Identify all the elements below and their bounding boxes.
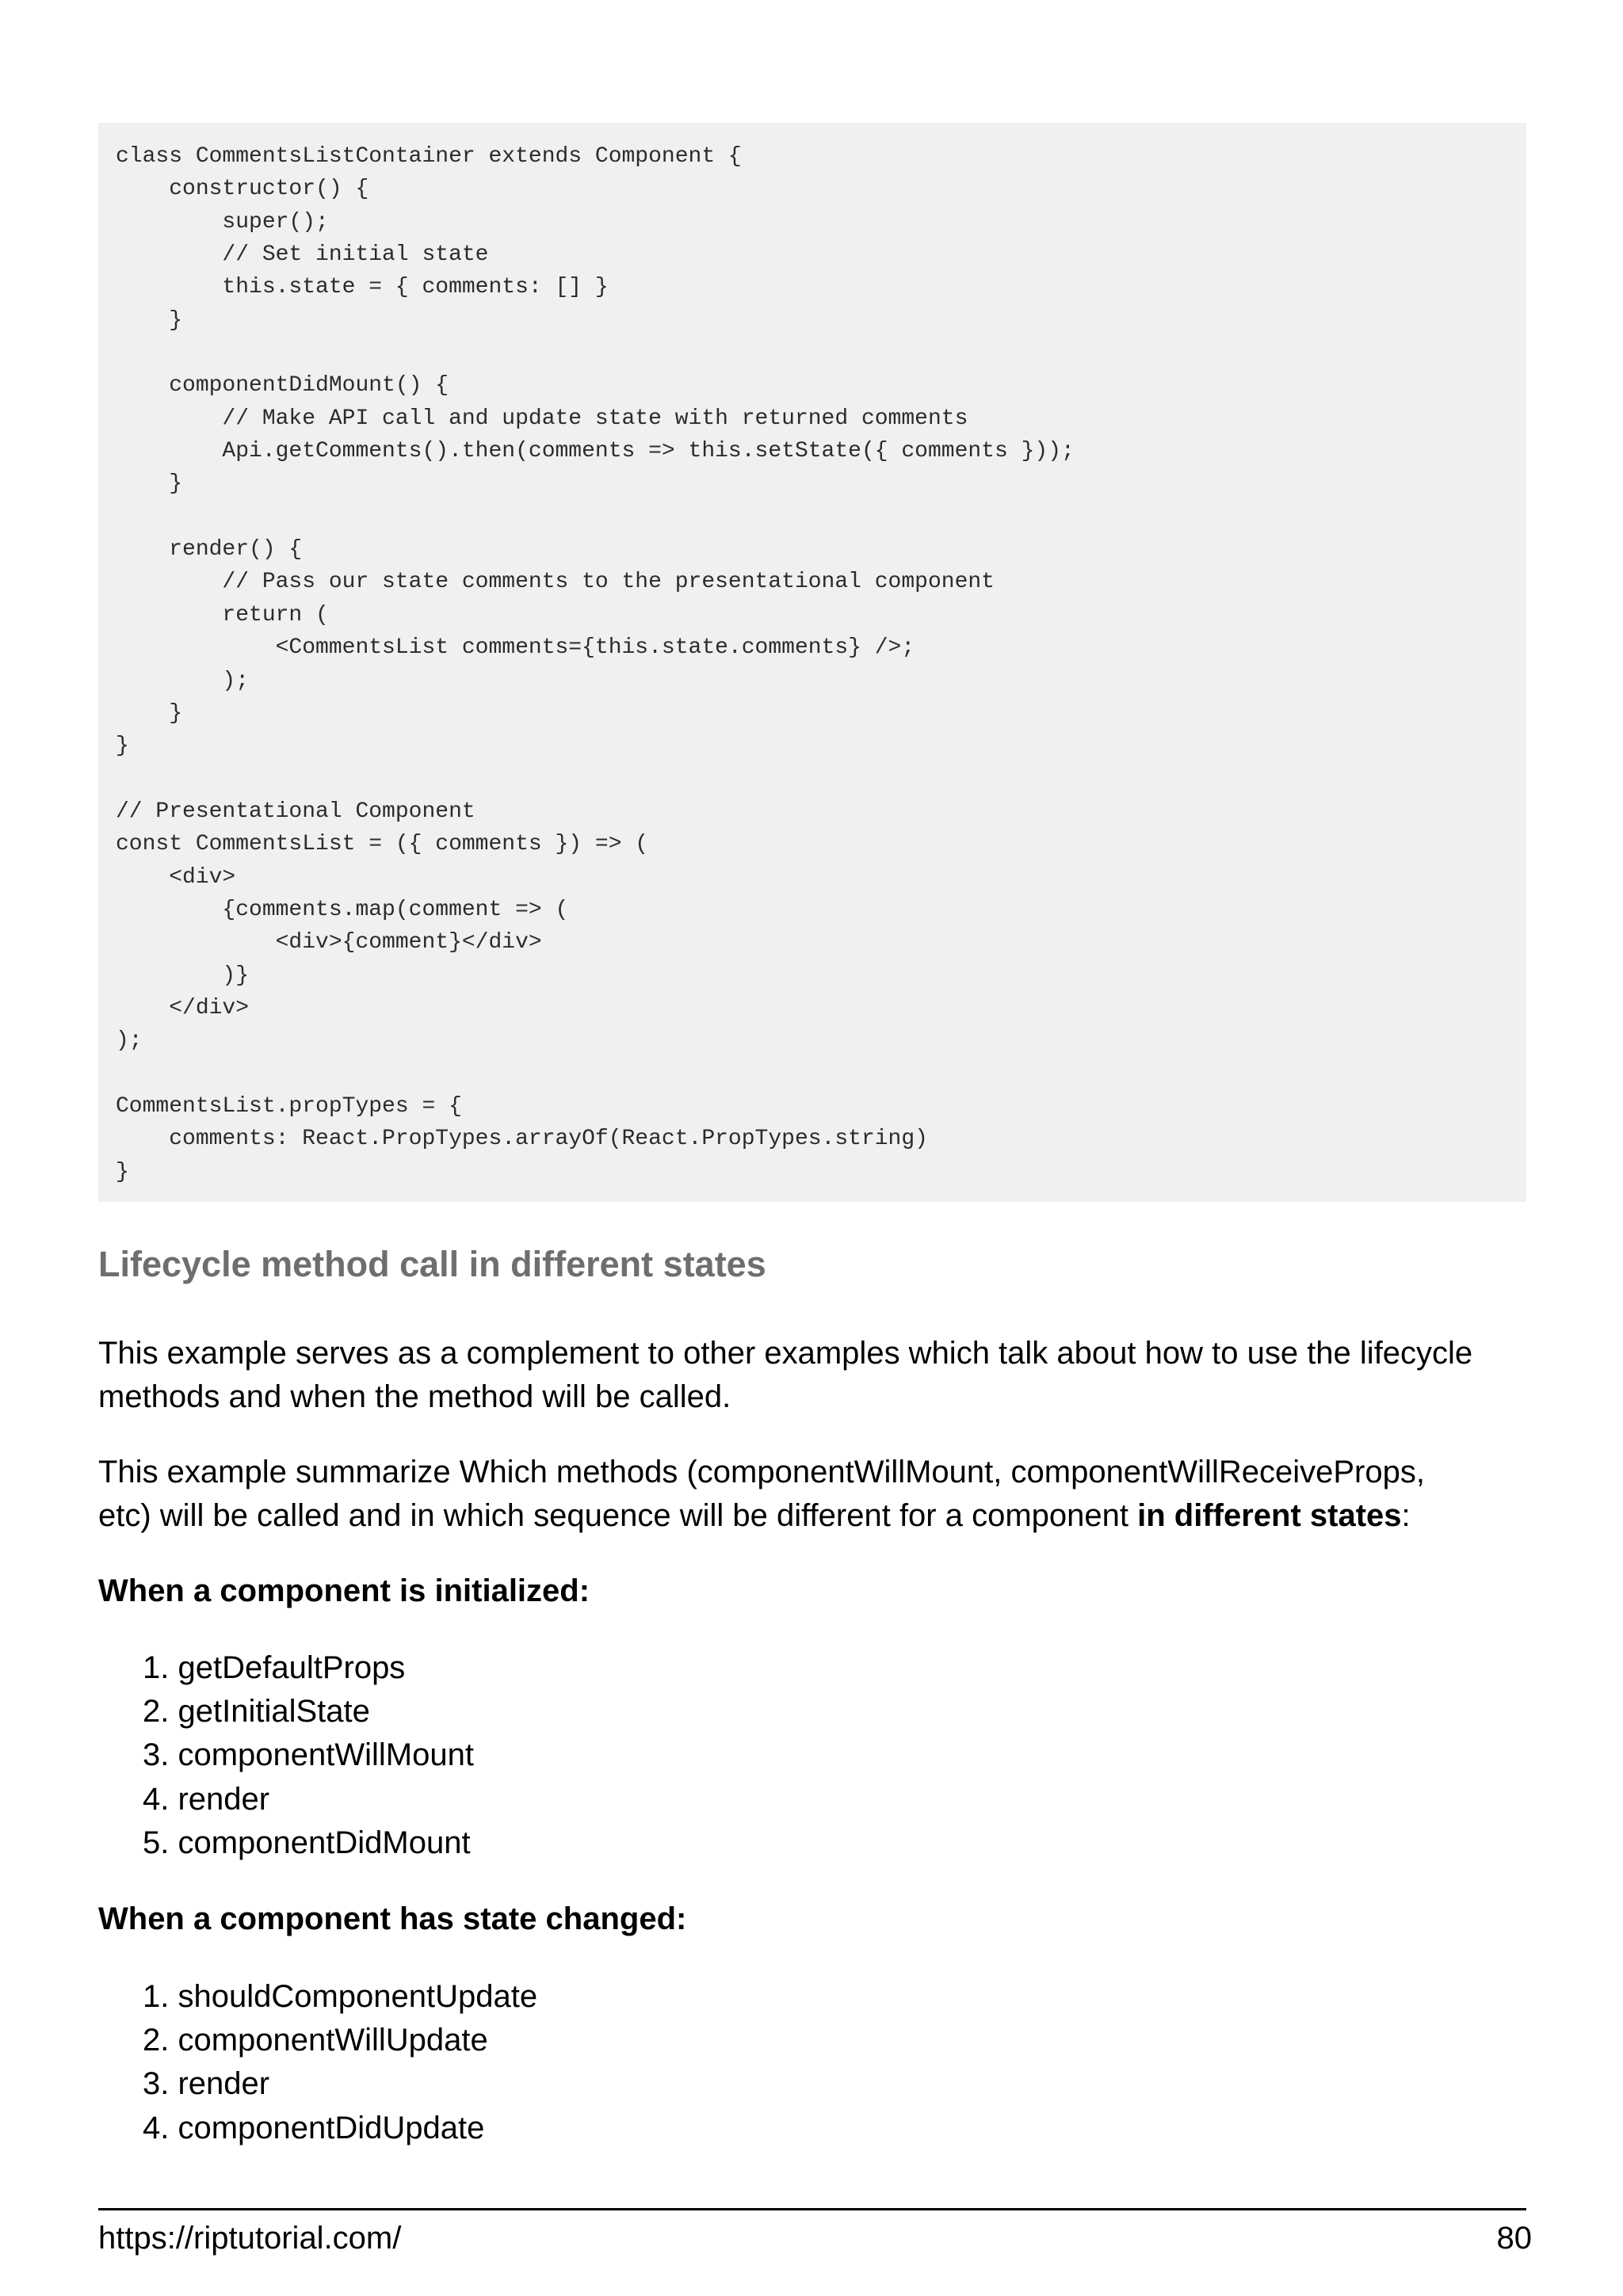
code-line: <div>{comment}</div> [116, 930, 542, 955]
list-item: 1. getDefaultProps [143, 1650, 406, 1685]
code-line: Api.getComments().then(comments => this.setState({ comments })); [116, 439, 1075, 464]
list-item: 5. componentDidMount [143, 1825, 471, 1860]
paragraph-text: etc) will be called and in which sequence will be different for a component [98, 1498, 1138, 1533]
code-line [116, 501, 1509, 533]
intro-paragraph [98, 1332, 1533, 1419]
code-line [116, 1058, 1509, 1090]
code-line: class CommentsListContainer extends Component { [116, 144, 742, 169]
code-line: const CommentsList = ({ comments }) => ( [116, 832, 649, 857]
paragraph-text: : [1401, 1498, 1411, 1533]
code-line [116, 763, 1509, 795]
code-line: )} [116, 963, 250, 988]
initialized-heading: When a component is initialized: [98, 1573, 590, 1608]
code-line: CommentsList.propTypes = { [116, 1093, 462, 1119]
code-block [98, 123, 1526, 1202]
code-line: } [116, 307, 183, 333]
code-line: // Make API call and update state with returned comments [116, 406, 968, 431]
bold-emphasis: in different states [1137, 1498, 1402, 1533]
code-line: } [116, 1159, 129, 1184]
state-changed-heading: When a component has state changed: [98, 1901, 687, 1936]
code-line: {comments.map(comment => ( [116, 897, 569, 922]
code-line: </div> [116, 995, 250, 1020]
footer-divider [98, 2208, 1526, 2210]
code-line: ); [116, 1028, 143, 1054]
code-line: comments: React.PropTypes.arrayOf(React.PropTypes.string) [116, 1127, 928, 1152]
code-line: ); [116, 668, 250, 693]
code-line: } [116, 471, 183, 497]
state-changed-method-list [143, 1975, 537, 2150]
list-item: 1. shouldComponentUpdate [143, 1979, 538, 2014]
initialized-method-list [143, 1646, 474, 1865]
code-line: } [116, 700, 183, 726]
summary-paragraph [98, 1451, 1533, 1538]
code-line: this.state = { comments: [] } [116, 275, 609, 300]
page-number: 80 [1496, 2221, 1532, 2256]
code-line: super(); [116, 209, 329, 235]
code-line: render() { [116, 537, 303, 563]
section-heading: Lifecycle method call in different states [98, 1244, 766, 1284]
list-item: 4. render [143, 1781, 270, 1817]
paragraph-line: This example serves as a complement to other examples which talk about how to use the lifecycle [98, 1336, 1473, 1371]
list-item: 3. render [143, 2066, 270, 2102]
code-line: constructor() { [116, 177, 369, 202]
list-item: 2. getInitialState [143, 1694, 370, 1730]
code-line: // Set initial state [116, 242, 489, 268]
code-line: // Presentational Component [116, 799, 475, 824]
footer-url-link[interactable]: https://riptutorial.com/ [98, 2221, 402, 2256]
list-item: 2. componentWillUpdate [143, 2023, 488, 2058]
list-item: 4. componentDidUpdate [143, 2110, 485, 2145]
paragraph-line [98, 1494, 1533, 1538]
code-line: return ( [116, 602, 329, 627]
code-line: <div> [116, 864, 236, 890]
code-line: componentDidMount() { [116, 373, 449, 399]
code-line [116, 337, 1509, 369]
code-line: <CommentsList comments={this.state.comments} />; [116, 635, 915, 661]
paragraph-line: This example summarize Which methods (componentWillMount, componentWillReceiveProps, [98, 1455, 1425, 1489]
paragraph-line: methods and when the method will be called. [98, 1379, 731, 1414]
code-line: // Pass our state comments to the presentational component [116, 570, 995, 595]
code-line: } [116, 734, 129, 759]
list-item: 3. componentWillMount [143, 1737, 474, 1773]
